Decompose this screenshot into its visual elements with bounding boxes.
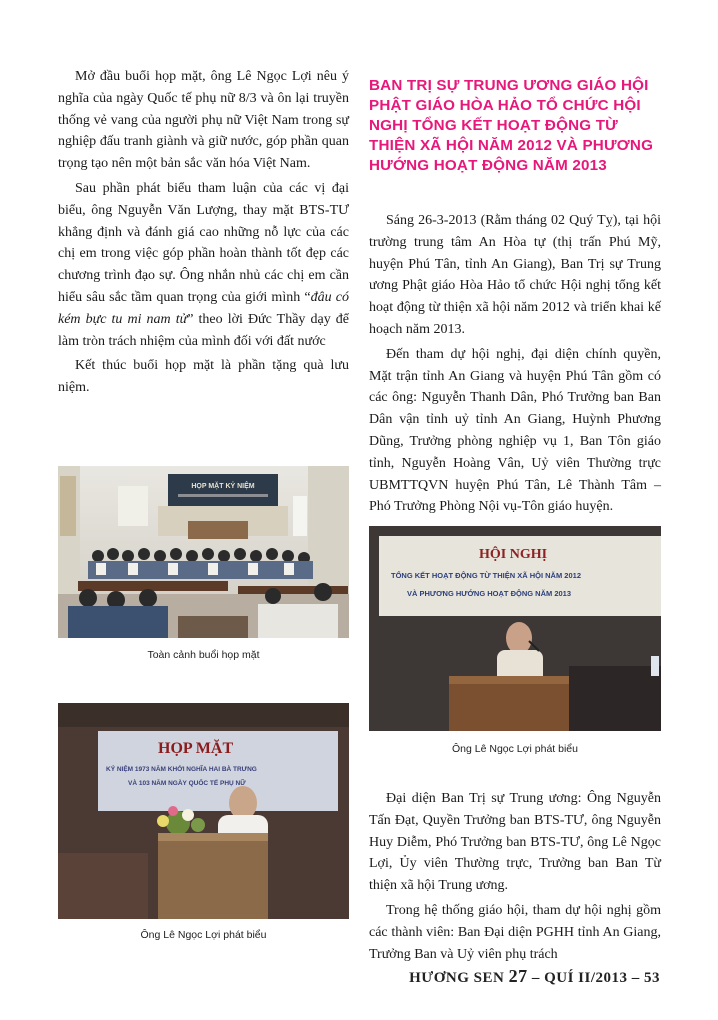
speaker-photo-left (58, 703, 349, 919)
right-column-bottom (369, 788, 661, 965)
conference-illustration (369, 526, 661, 731)
right-paragraph-3: Đại diện Ban Trị sự Trung ương: Ông Nguyễn Tấn Đạt, Quyền Trưởng ban BTS-TƯ, ông Nguyễn Huy Diễm, Phó Trưởng ban BTS-TƯ, ông Lê Ngọc Lợi, Ủy viên Thường trực, Trưởng ban Ban Từ thiện xã hội Trung ương. (369, 791, 661, 894)
left-paragraph-2: Sau phần phát biểu tham luận của các vị đại biểu, ông Nguyễn Văn Lượng, thay mặt BTS-TƯ khẳng định và đánh giá cao những nỗ lực của các chị em trong việc góp phần hoàn thành tốt đẹp các chương trình đạo sự. Ông nhắn nhủ các chị em cần hiểu sâu sắc tầm quan trọng của giới mình “đâu có kém bực tu mi nam tử” theo lời Đức Thầy dạy để làm tròn trách nhiệm của mình đối với đất nước (58, 180, 349, 349)
photo1-banner-text: HỌP MẶT KỶ NIỆM (191, 483, 255, 490)
left-paragraph-3: Kết thúc buổi họp mặt là phần tặng quà lưu niệm. (58, 358, 349, 396)
meeting-overview-photo (58, 466, 349, 638)
speaker-illustration-left (58, 703, 349, 919)
right-column (369, 76, 661, 518)
left-paragraph-1: Mở đầu buổi họp mặt, ông Lê Ngọc Lợi nêu ý nghĩa của ngày Quốc tế phụ nữ 8/3 và ôn lại truyền thống vẻ vang của người phụ nữ Việt Nam trong sự nghiệp đấu tranh giành và giữ nước, góp phần quan trọng tạo nên một bản sắc văn hóa Việt Nam. (58, 69, 349, 172)
photo3-banner-line2: VÀ PHƯƠNG HƯỚNG HOẠT ĐỘNG NĂM 2013 (407, 589, 572, 598)
magazine-name: HƯƠNG SEN (409, 970, 505, 986)
photo2-banner-line2: VÀ 103 NĂM NGÀY QUỐC TẾ PHỤ NỮ (128, 780, 246, 787)
quote-text: đâu có kém bực tu mi nam tử (58, 289, 349, 327)
photo2-banner-line1: KỶ NIỆM 1973 NĂM KHỞI NGHĨA HAI BÀ TRƯNG (106, 766, 257, 773)
right-paragraph-1: Sáng 26-3-2013 (Rằm tháng 02 Quý Tỵ), tại hội trường trung tâm An Hòa tự (thị trấn Phú Mỹ, huyện Phú Tân, tỉnh An Giang), Ban Trị sự Trung ương Phật giáo Hòa Hảo tổ chức Hội nghị tổng kết hoạt động từ thiện xã hội năm 2012 và triển khai kế hoạch năm 2013. (369, 213, 661, 337)
page-number: 53 (644, 970, 660, 986)
photo2-caption: Ông Lê Ngọc Lợi phát biểu (140, 929, 267, 941)
issue-quarter: – QUÍ II/2013 – (531, 970, 640, 986)
article-headline: BAN TRỊ SỰ TRUNG ƯƠNG GIÁO HỘI PHẬT GIÁO HÒA HẢO TỔ CHỨC HỘI NGHỊ TỔNG KẾT HOẠT ĐỘNG TỪ THIỆN XÃ HỘI NĂM 2012 VÀ PHƯƠNG HƯỚNG HOẠT ĐỘNG NĂM 2013 (369, 77, 654, 174)
page-footer (409, 966, 660, 987)
issue-number: 27 (508, 966, 528, 986)
photo3-banner-line1: TỔNG KẾT HOẠT ĐỘNG TỪ THIỆN XÃ HỘI NĂM 2012 (391, 571, 581, 580)
right-paragraph-2: Đến tham dự hội nghị, đại diện chính quyền, Mặt trận tỉnh An Giang và huyện Phú Tân gồm có các ông: Nguyễn Thanh Dân, Phó Trưởng ban Ban Dân vận tỉnh uỷ tỉnh An Giang, Huỳnh Phương Dũng, Trưởng phòng nghiệp vụ 1, Ban Tôn giáo tỉnh, Nguyễn Hoàng Vân, Uỷ viên Thường trực UBMTTQVN huyện Phú Tân, Lê Thành Tâm – Phó Trưởng Phòng Nội vụ-Tôn giáo huyện. (369, 346, 661, 515)
conference-speaker-photo (369, 526, 661, 731)
photo1-caption: Toàn cảnh buổi họp mặt (147, 649, 260, 661)
photo3-caption: Ông Lê Ngọc Lợi phát biểu (452, 743, 578, 755)
meeting-overview-illustration (58, 466, 349, 638)
photo2-banner-title: HỌP MẶT (158, 740, 234, 757)
right-paragraph-4: Trong hệ thống giáo hội, tham dự hội nghị gồm các thành viên: Ban Đại diện PGHH tỉnh An Giang, Trưởng Ban và Uỷ viên phụ trách (369, 902, 661, 962)
photo3-banner-title: HỘI NGHỊ (479, 547, 548, 562)
left-column (58, 66, 349, 399)
